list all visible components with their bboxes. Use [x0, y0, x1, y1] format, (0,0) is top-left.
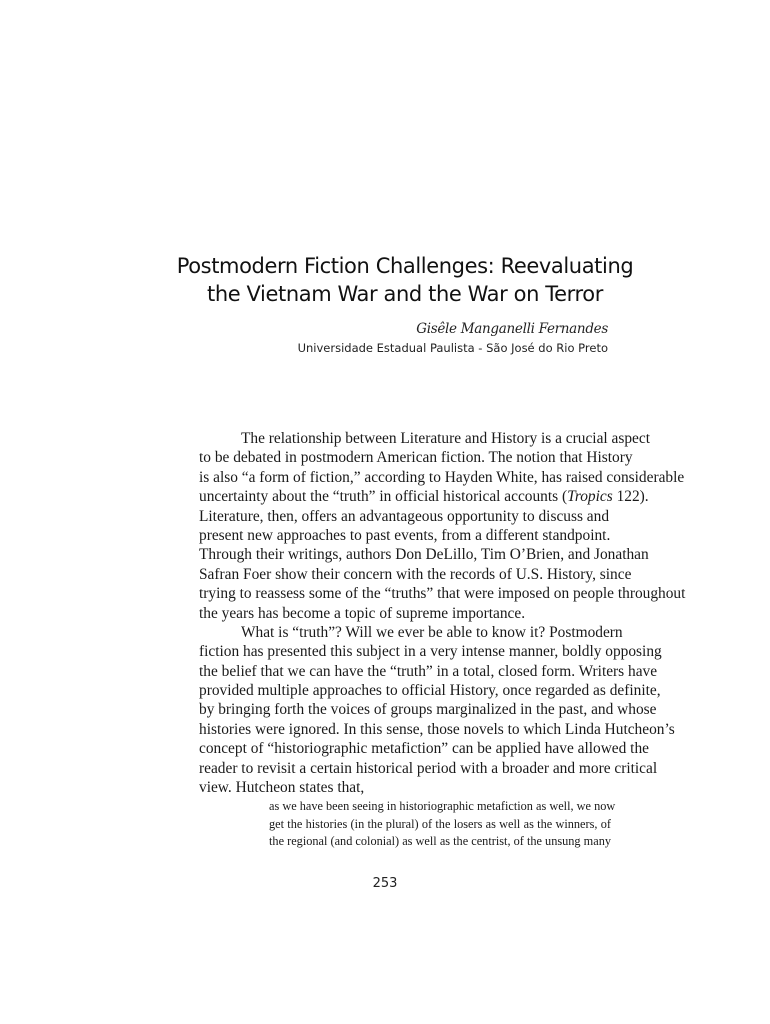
body-line: The relationship between Literature and History is a crucial aspect: [241, 430, 650, 447]
body-line: [199, 487, 649, 506]
title-line-2: the Vietnam War and the War on Terror: [207, 282, 603, 306]
article-body: [199, 429, 686, 797]
quote-line: the regional (and colonial) as well as the centrist, of the unsung many: [269, 834, 611, 848]
body-line: by bringing forth the voices of groups marginalized in the past, and whose: [199, 701, 657, 719]
quote-line: as we have been seeing in historiographic metafiction as well, we now: [269, 799, 616, 813]
body-line: provided multiple approaches to official History, once regarded as definite,: [199, 682, 661, 700]
author-affiliation: Universidade Estadual Paulista - São José do Rio Preto: [297, 341, 608, 355]
body-line: trying to reassess some of the “truths” that were imposed on people throughout: [199, 585, 686, 603]
body-line: reader to revisit a certain historical period with a broader and more critical: [199, 759, 658, 777]
body-line: histories were ignored. In this sense, those novels to which Linda Hutcheon’s: [199, 720, 675, 738]
article-title: [160, 252, 650, 308]
body-line: concept of “historiographic metafiction” can be applied have allowed the: [199, 740, 649, 758]
author-name: Gisêle Manganelli Fernandes: [416, 321, 608, 337]
body-line: Safran Foer show their concern with the records of U.S. History, since: [199, 565, 632, 583]
body-line: the belief that we can have the “truth” in a total, closed form. Writers have: [199, 662, 658, 680]
block-quote: [269, 798, 616, 851]
body-line: Through their writings, authors Don DeLillo, Tim O’Brien, and Jonathan: [199, 546, 649, 564]
body-line: present new approaches to past events, from a different standpoint.: [199, 526, 611, 544]
body-line: the years has become a topic of supreme importance.: [199, 604, 526, 622]
body-text: 122).: [612, 488, 649, 506]
quote-line: get the histories (in the plural) of the losers as well as the winners, of: [269, 816, 611, 831]
work-title: Tropics: [567, 488, 613, 506]
title-line-1: Postmodern Fiction Challenges: Reevaluating: [176, 254, 634, 278]
body-text: uncertainty about the “truth” in official historical accounts (: [199, 488, 568, 506]
body-line: What is “truth”? Will we ever be able to know it? Postmodern: [241, 623, 623, 641]
body-line: to be debated in postmodern American fiction. The notion that History: [199, 449, 633, 467]
body-line: view. Hutcheon states that,: [199, 779, 365, 797]
body-line: Literature, then, offers an advantageous opportunity to discuss and: [199, 507, 610, 525]
body-line: is also “a form of fiction,” according to Hayden White, has raised considerable: [199, 468, 685, 486]
page-number: 253: [372, 876, 398, 891]
body-line: fiction has presented this subject in a very intense manner, boldly opposing: [199, 643, 662, 661]
